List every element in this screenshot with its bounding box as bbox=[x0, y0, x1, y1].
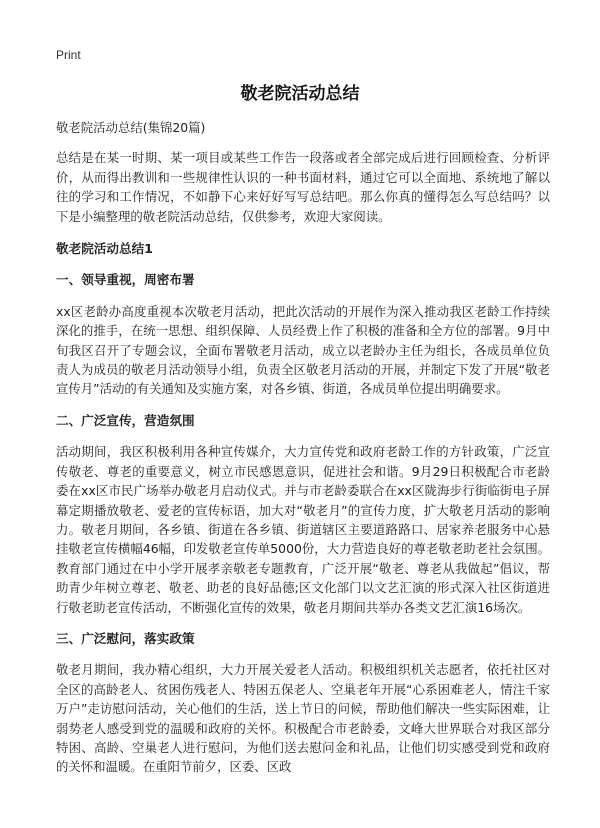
part-1-paragraph: xx区老龄办高度重视本次敬老月活动，把此次活动的开展作为深入推动我区老龄工作持续深化的推手，在统一思想、组织保障、人员经费上作了积极的准备和全方位的部署。9月中旬我区召开了专题会议，全面布署敬老月活动，成立以老龄办主任为组长，各成员单位负责人为成员的敬老月活动领导小组，负责全区敬老月活动的开展，并制定下发了开展“敬老宣传月”活动的有关通知及实施方案，对各乡镇、街道，各成员单位提出明确要求。 bbox=[56, 303, 550, 397]
print-link[interactable]: Print bbox=[56, 48, 81, 62]
document-subtitle: 敬老院活动总结(集锦20篇) bbox=[56, 120, 206, 135]
part-3-heading: 三、广泛慰问，落实政策 bbox=[56, 630, 195, 646]
part-1-heading: 一、领导重视，周密布署 bbox=[56, 272, 195, 288]
intro-paragraph: 总结是在某一时期、某一项目或某些工作告一段落或者全部完成后进行回顾检查、分析评价，从而得出教训和一些规律性认识的一种书面材料，通过它可以全面地、系统地了解以往的学习和工作情况，不如静下心来好好写写总结吧。那么你真的懂得怎么写总结吗？以下是小编整理的敬老院活动总结，仅供参考，欢迎大家阅读。 bbox=[56, 150, 550, 224]
document-title: 敬老院活动总结 bbox=[240, 84, 360, 104]
part-3-paragraph: 敬老月期间，我办精心组织，大力开展关爱老人活动。积极组织机关志愿者，依托社区对全区的高龄老人、贫困伤残老人、特困五保老人、空巢老年开展“心系困难老人，情注千家万户”走访慰问活动，关心他们的生活，送上节日的问候，帮助他们解决一些实际困难，让弱势老人感受到党的温暖和政府的关怀。积极配合市老龄委，文峰大世界联合对我区部分特困、高龄、空巢老人进行慰问，为他们送去慰问金和礼品，让他们切实感受到党和政府的关怀和温暖。在重阳节前夕，区委、区政 bbox=[56, 662, 550, 775]
section-heading: 敬老院活动总结1 bbox=[56, 241, 153, 257]
part-2-paragraph: 活动期间，我区积极利用各种宣传媒介，大力宣传党和政府老龄工作的方针政策，广泛宣传敬老、尊老的重要意义，树立市民感恩意识，促进社会和谐。9月29日积极配合市老龄委在xx区市民广场举办敬老月启动仪式。并与市老龄委联合在xx区陇海步行街临街电子屏幕定期播放敬老、爱老的宣传标语，加大对“敬老月”的宣传力度，扩大敬老月活动的影响力。敬老月期间，各乡镇、街道在各乡镇、街道辖区主要道路路口、居家养老服务中心悬挂敬老宣传横幅46幅，印发敬老宣传单5000份，大力营造良好的尊老敬老助老社会氛围。教育部门通过在中小学开展孝亲敬老专题教育，广泛开展“敬老、尊老从我做起”倡议，帮助青少年树立尊老、敬老、助老的良好品德;区文化部门以文艺汇演的形式深入社区街道进行敬老助老宣传活动，不断强化宣传的效果，敬老月期间共举办各类文艺汇演16场次。 bbox=[56, 444, 550, 615]
part-2-heading: 二、广泛宣传，营造氛围 bbox=[56, 412, 195, 428]
document-body bbox=[56, 118, 550, 789]
